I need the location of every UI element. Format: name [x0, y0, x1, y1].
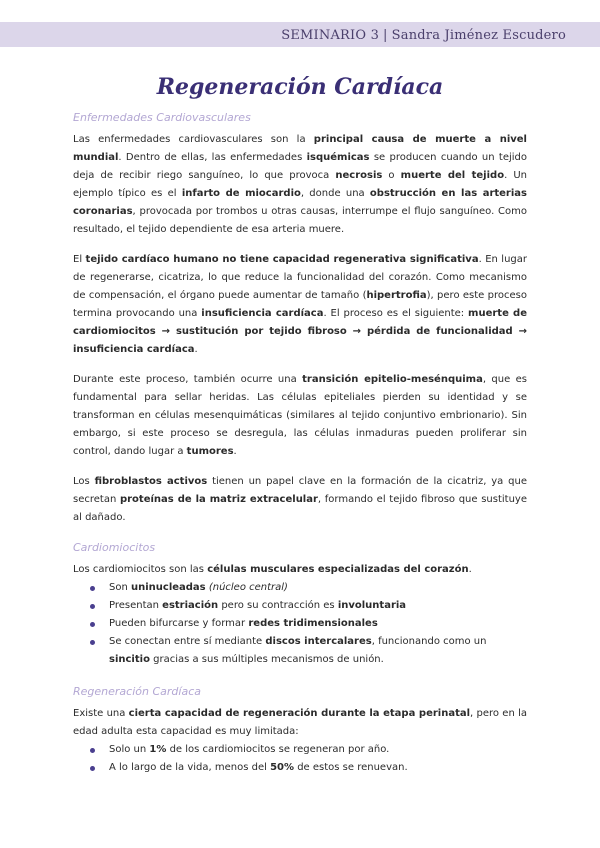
document-header [281, 28, 566, 43]
seminar-label: SEMINARIO 3 [281, 28, 380, 43]
cardiomyocyte-features-list [73, 579, 527, 669]
section-heading-cardiomyocytes: Cardiomiocitos [73, 541, 156, 554]
list-item: A lo largo de la vida, menos del 50% de estos se renuevan. [73, 759, 527, 777]
list-item: Presentan estriación pero su contracción es involuntaria [73, 597, 527, 615]
paragraph-fibroblasts: Los fibroblastos activos tienen un papel clave en la formación de la cicatriz, ya que secretan proteínas de la matriz extracelular, formando el tejido fibroso que sustituye al dañado. [73, 476, 527, 523]
paragraph-cardiomyocytes-intro: Los cardiomiocitos son las células musculares especializadas del corazón. [73, 564, 472, 575]
paragraph-emt: Durante este proceso, también ocurre una transición epitelio-mesénquima, que es fundamental para sellar heridas. Las células epiteliales pierden su identidad y se transforman en células mesenquimáticas (similares al tejido conjuntivo embrionario). Sin embargo, si este proceso se desregula, las células inmaduras pueden proliferar sin control, dando lugar a tumores. [73, 374, 527, 457]
list-item: Se conectan entre sí mediante discos intercalares, funcionando como un sincitio gracias a sus múltiples mecanismos de unión. [73, 633, 527, 669]
section-heading-regeneration: Regeneración Cardíaca [73, 685, 201, 698]
paragraph-regeneration-intro: Existe una cierta capacidad de regeneración durante la etapa perinatal, pero en la edad adulta esta capacidad es muy limitada: [73, 708, 527, 737]
paragraph-regenerative-capacity: El tejido cardíaco humano no tiene capacidad regenerativa significativa. En lugar de regenerarse, cicatriza, lo que reduce la funcionalidad del corazón. Como mecanismo de compensación, el órgano puede aumentar de tamaño (hipertrofia), pero este proceso termina provocando una insuficiencia cardíaca. El proceso es el siguiente: muerte de cardiomiocitos → sustitución por tejido fibroso → pérdida de funcionalidad → insuficiencia cardíaca. [73, 254, 527, 355]
page-title: Regeneración Cardíaca [156, 74, 444, 100]
list-item: Solo un 1% de los cardiomiocitos se regeneran por año. [73, 741, 527, 759]
author-name: Sandra Jiménez Escudero [391, 28, 566, 43]
document-body [73, 109, 527, 791]
list-item: Pueden bifurcarse y formar redes tridimensionales [73, 615, 527, 633]
paragraph-cardiovascular-intro: Las enfermedades cardiovasculares son la principal causa de muerte a nivel mundial. Dentro de ellas, las enfermedades isquémicas se producen cuando un tejido deja de recibir riego sanguíneo, lo que provoca necrosis o muerte del tejido. Un ejemplo típico es el infarto de miocardio, donde una obstrucción en las arterias coronarias, provocada por trombos u otras causas, interrumpe el flujo sanguíneo. Como resultado, el tejido dependiente de esa arteria muere. [73, 134, 528, 235]
header-separator: | [383, 28, 388, 43]
regeneration-facts-list [73, 741, 527, 777]
list-item: Son uninucleadas (núcleo central) [73, 579, 527, 597]
section-heading-cardiovascular: Enfermedades Cardiovasculares [73, 111, 251, 124]
